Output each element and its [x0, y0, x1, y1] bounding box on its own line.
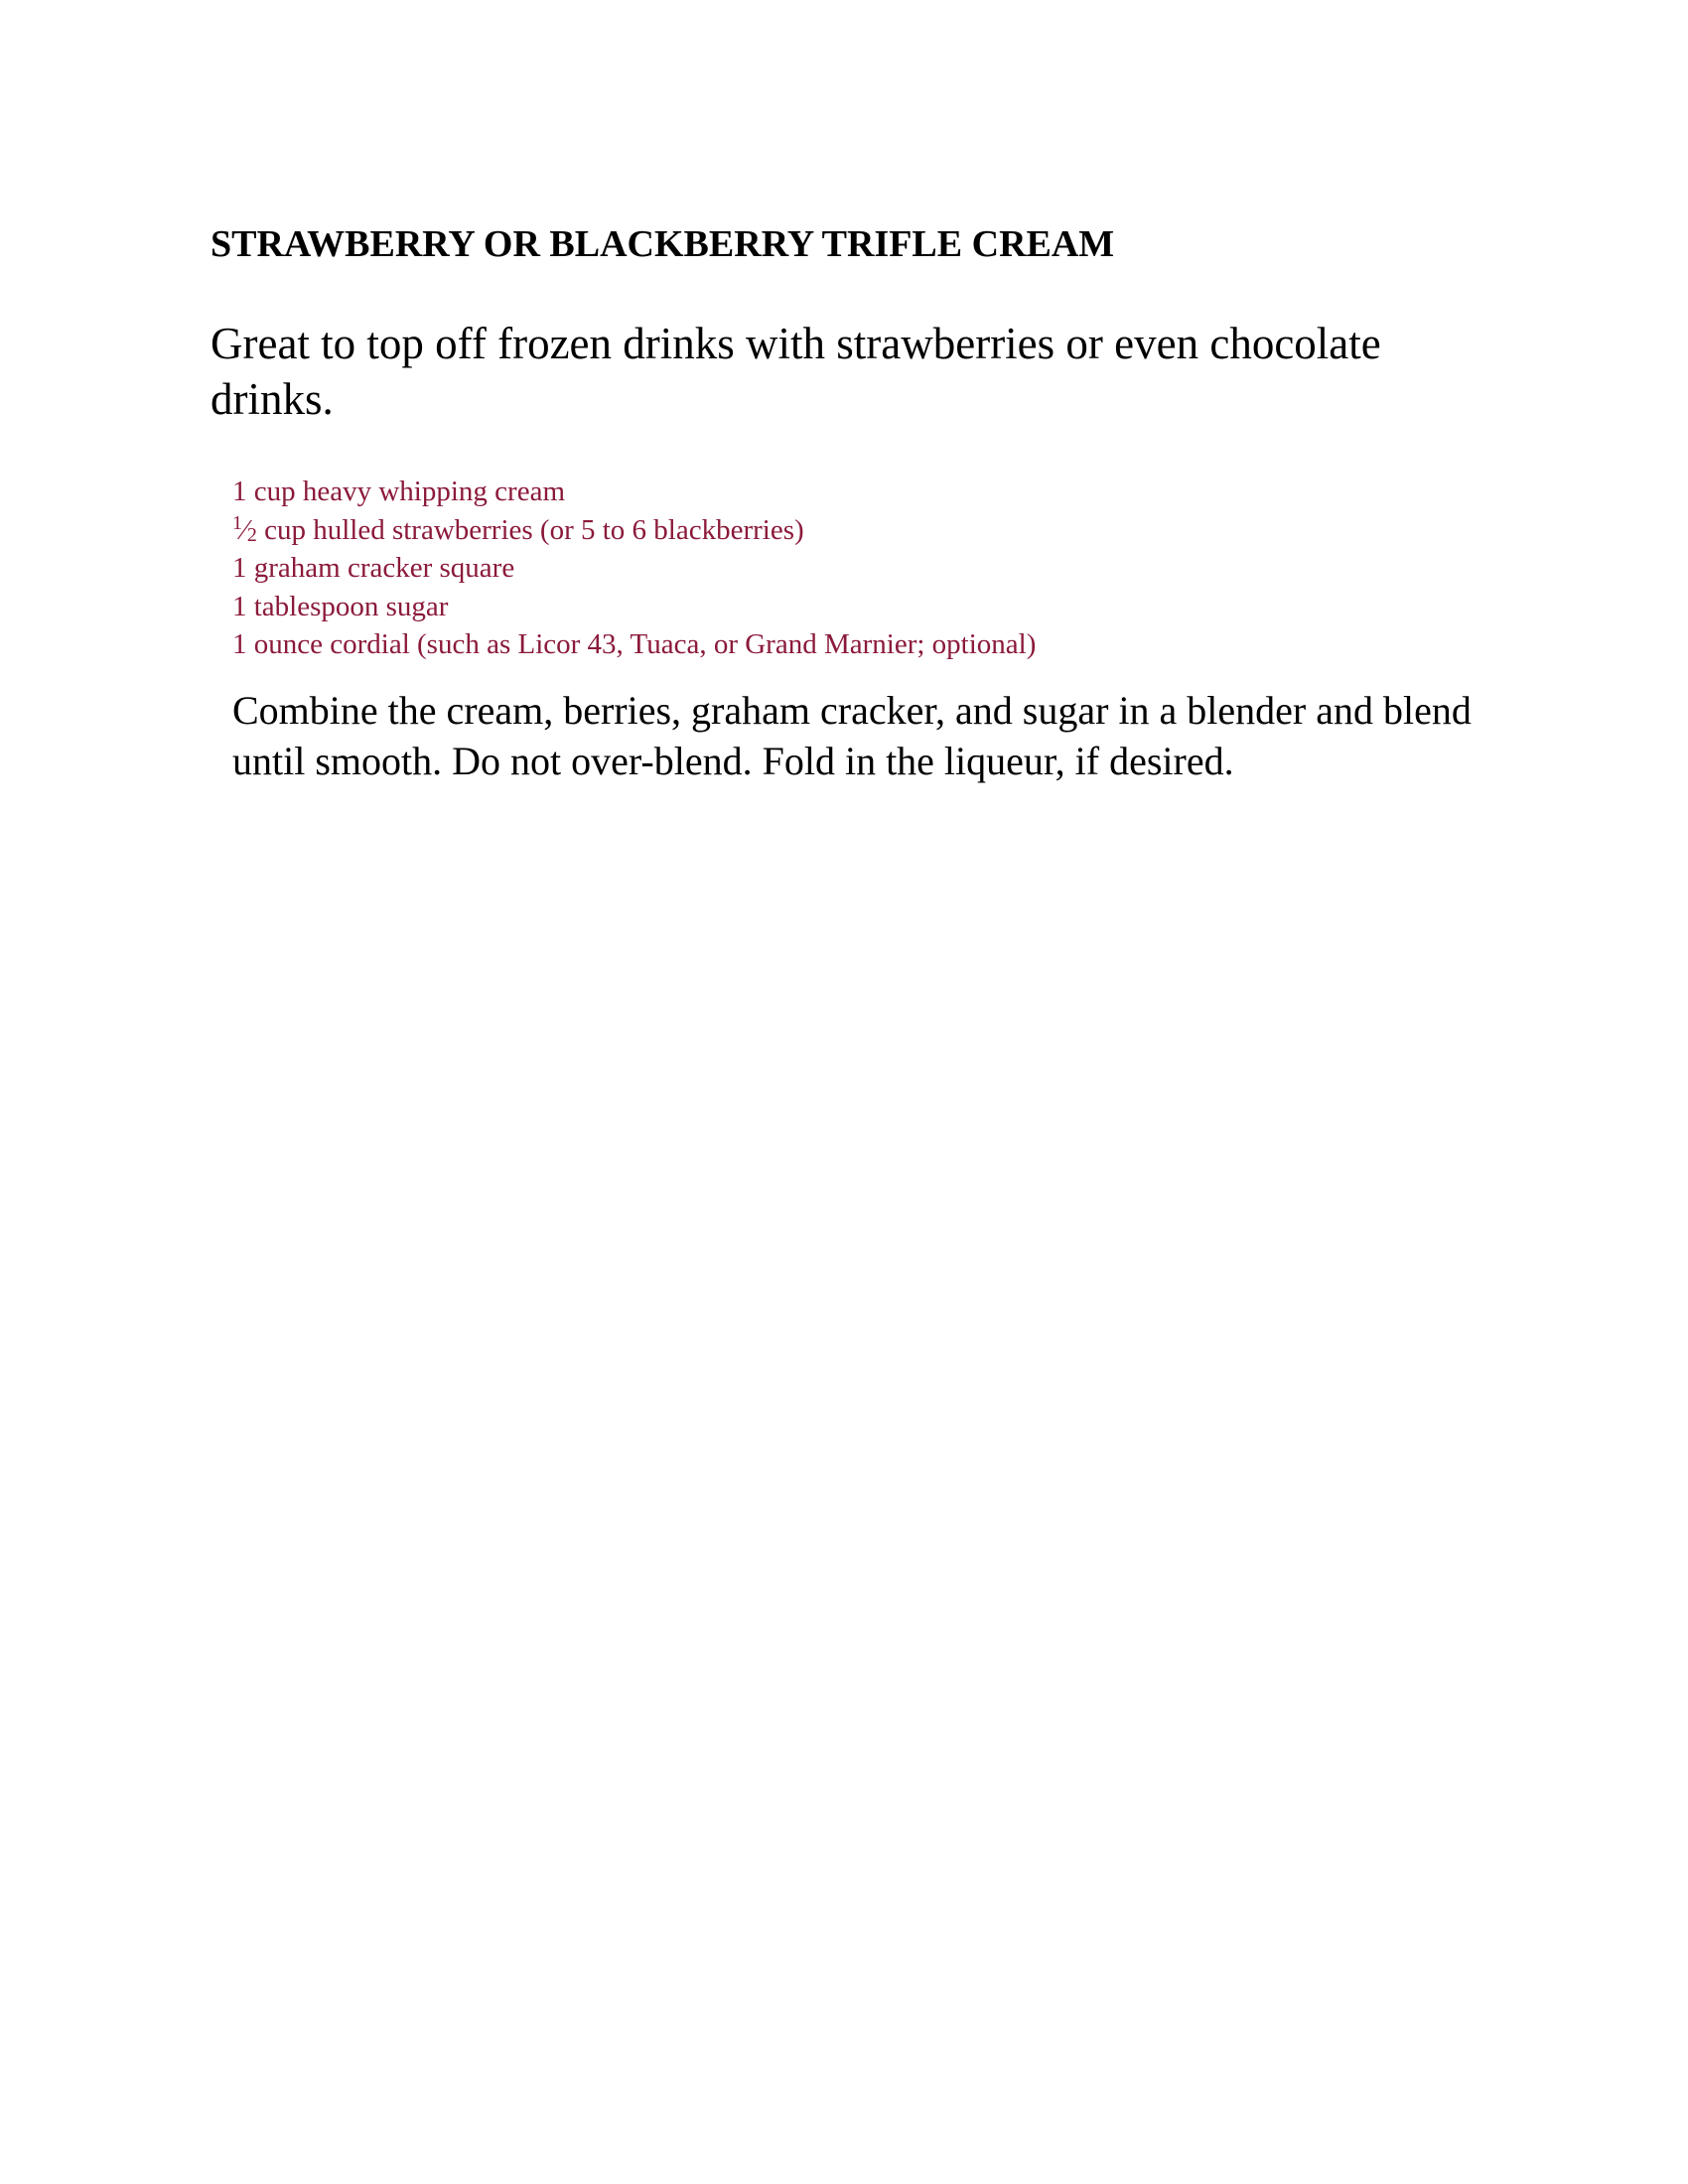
- fraction-numerator: 1: [232, 511, 242, 534]
- fraction-half: $^1⁄_2$: [232, 511, 257, 546]
- recipe-title: STRAWBERRY OR BLACKBERRY TRIFLE CREAM: [211, 223, 1115, 265]
- ingredient-text: cup hulled strawberries (or 5 to 6 blackberries): [256, 513, 804, 546]
- fraction-denominator: 2: [246, 523, 257, 546]
- recipe-instructions: Combine the cream, berries, graham cracker, and sugar in a blender and blend until smooth. Do not over-blend. Fold in the liqueur, if desired.: [232, 688, 1472, 783]
- recipe-intro: Great to top off frozen drinks with strawberries or even chocolate drinks.: [211, 319, 1381, 424]
- ingredient-list: [232, 473, 1036, 664]
- ingredient-item: 1 ounce cordial (such as Licor 43, Tuaca, or Grand Marnier; optional): [232, 628, 1037, 660]
- ingredient-item: 1 graham cracker square: [232, 552, 515, 584]
- ingredient-item: 1 tablespoon sugar: [232, 590, 449, 622]
- ingredient-item: 1 cup heavy whipping cream: [232, 476, 566, 507]
- ingredient-item: [232, 511, 1036, 550]
